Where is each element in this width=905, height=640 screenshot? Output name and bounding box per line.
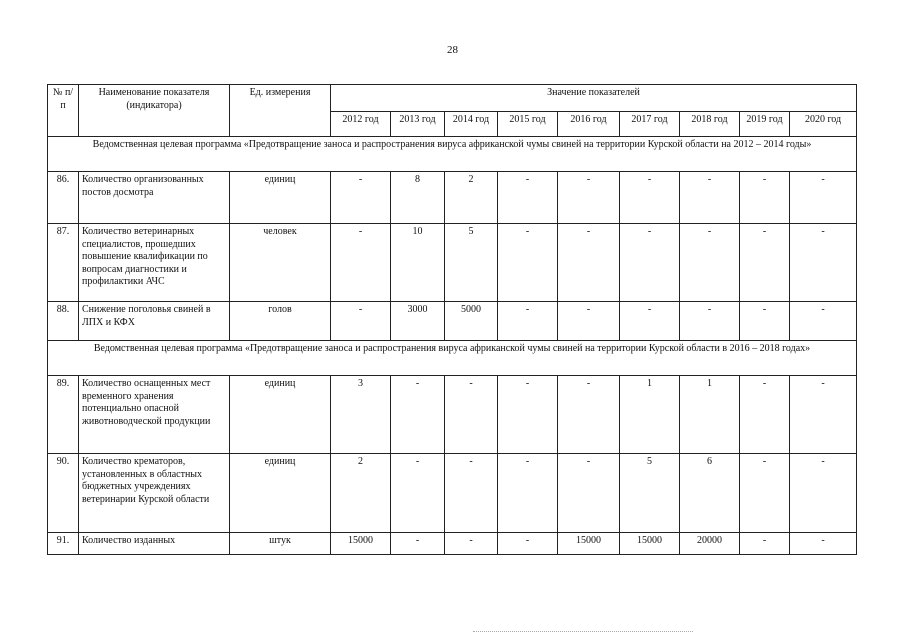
row-value: - — [391, 533, 445, 555]
row-value: - — [740, 533, 790, 555]
row-value: - — [498, 533, 558, 555]
row-value: - — [790, 376, 857, 454]
row-value: 6 — [680, 454, 740, 533]
table-row — [48, 454, 857, 533]
table-row — [48, 172, 857, 224]
row-value: 15000 — [558, 533, 620, 555]
row-name: Количество оснащенных мест временного хранения потенциально опасной животноводческой продукции — [79, 376, 230, 454]
row-unit: единиц — [230, 172, 331, 224]
row-value: - — [498, 224, 558, 302]
header-year: 2019 год — [740, 112, 790, 137]
table-row — [48, 533, 857, 555]
row-value: 3000 — [391, 302, 445, 341]
row-num: 86. — [48, 172, 79, 224]
row-value: - — [445, 533, 498, 555]
row-value: - — [558, 224, 620, 302]
header-year: 2016 год — [558, 112, 620, 137]
row-name: Снижение поголовья свиней в ЛПХ и КФХ — [79, 302, 230, 341]
row-value: - — [620, 172, 680, 224]
row-value: 3 — [331, 376, 391, 454]
page-number: 28 — [447, 44, 458, 56]
row-value: 10 — [391, 224, 445, 302]
row-name: Количество ветеринарных специалистов, прошедших повышение квалификации по вопросам диагностики и профилактики АЧС — [79, 224, 230, 302]
header-name: Наименование показателя (индикатора) — [79, 85, 230, 137]
row-value: - — [790, 533, 857, 555]
header-year: 2014 год — [445, 112, 498, 137]
program-title: Ведомственная целевая программа «Предотвращение заноса и распространения вируса африканской чумы свиней на территории Курской области на 2012 – 2014 годы» — [48, 137, 857, 172]
row-value: - — [558, 376, 620, 454]
row-value: - — [790, 454, 857, 533]
row-value: - — [391, 376, 445, 454]
header-year: 2018 год — [680, 112, 740, 137]
header-row-1 — [48, 85, 857, 112]
row-value: 2 — [445, 172, 498, 224]
row-value: - — [498, 172, 558, 224]
row-name: Количество организованных постов досмотра — [79, 172, 230, 224]
row-value: - — [740, 224, 790, 302]
row-name: Количество крематоров, установленных в областных бюджетных учреждениях ветеринарии Курской области — [79, 454, 230, 533]
table-row — [48, 376, 857, 454]
row-value: - — [498, 454, 558, 533]
row-value: - — [445, 454, 498, 533]
row-unit: штук — [230, 533, 331, 555]
row-value: - — [498, 302, 558, 341]
row-value: 5000 — [445, 302, 498, 341]
row-value: 5 — [445, 224, 498, 302]
indicators-table — [47, 84, 857, 555]
program-title: Ведомственная целевая программа «Предотвращение заноса и распространения вируса африканской чумы свиней на территории Курской области в 2016 – 2018 годах» — [48, 341, 857, 376]
row-value: - — [331, 172, 391, 224]
row-unit: единиц — [230, 454, 331, 533]
row-value: - — [558, 454, 620, 533]
header-values: Значение показателей — [331, 85, 857, 112]
row-num: 90. — [48, 454, 79, 533]
row-value: - — [790, 302, 857, 341]
row-value: - — [740, 172, 790, 224]
row-value: - — [790, 224, 857, 302]
row-value: - — [391, 454, 445, 533]
row-num: 89. — [48, 376, 79, 454]
header-unit: Ед. измерения — [230, 85, 331, 137]
row-value: - — [558, 302, 620, 341]
row-value: - — [331, 302, 391, 341]
row-value: 15000 — [331, 533, 391, 555]
row-value: 5 — [620, 454, 680, 533]
row-value: - — [740, 376, 790, 454]
row-value: - — [680, 172, 740, 224]
scan-artifact-line — [473, 631, 693, 634]
table-row — [48, 302, 857, 341]
row-value: - — [740, 454, 790, 533]
row-value: - — [680, 302, 740, 341]
row-value: 1 — [620, 376, 680, 454]
header-year: 2013 год — [391, 112, 445, 137]
row-name: Количество изданных — [79, 533, 230, 555]
row-num: 91. — [48, 533, 79, 555]
row-value: 2 — [331, 454, 391, 533]
header-num: № п/п — [48, 85, 79, 137]
program-row — [48, 137, 857, 172]
row-value: - — [558, 172, 620, 224]
row-value: - — [498, 376, 558, 454]
row-value: - — [620, 224, 680, 302]
row-value: 15000 — [620, 533, 680, 555]
row-value: - — [620, 302, 680, 341]
row-value: - — [680, 224, 740, 302]
row-value: - — [740, 302, 790, 341]
program-row — [48, 341, 857, 376]
header-year: 2020 год — [790, 112, 857, 137]
row-unit: единиц — [230, 376, 331, 454]
row-unit: человек — [230, 224, 331, 302]
header-year: 2012 год — [331, 112, 391, 137]
row-unit: голов — [230, 302, 331, 341]
row-value: - — [790, 172, 857, 224]
row-value: 1 — [680, 376, 740, 454]
row-value: 20000 — [680, 533, 740, 555]
header-year: 2015 год — [498, 112, 558, 137]
row-value: 8 — [391, 172, 445, 224]
row-num: 87. — [48, 224, 79, 302]
row-value: - — [445, 376, 498, 454]
row-value: - — [331, 224, 391, 302]
table-row — [48, 224, 857, 302]
header-year: 2017 год — [620, 112, 680, 137]
row-num: 88. — [48, 302, 79, 341]
